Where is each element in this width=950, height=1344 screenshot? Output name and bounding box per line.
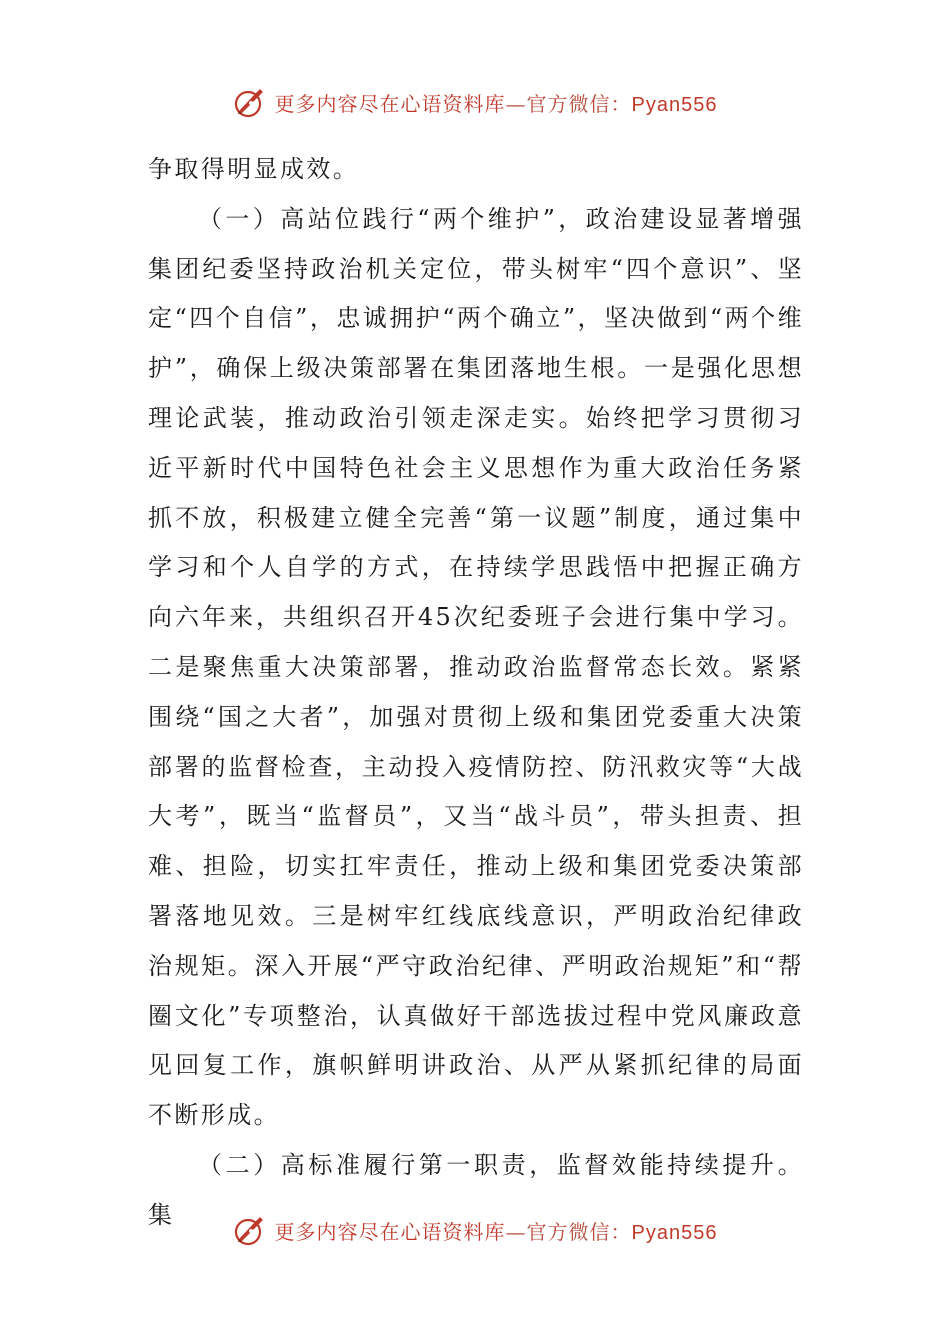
header-banner-title: 更多内容尽在心语资料库 [274,91,506,116]
footer-banner-wechat-id: Pyan556 [631,1221,718,1244]
paragraph-section-one: （一）高站位践行“两个维护”，政治建设显著增强集团纪委坚持政治机关定位，带头树牢“四个意识”、坚定“四个自信”，忠诚拥护“两个确立”，坚决做到“两个维护”，确保上级决策部署在集团落地生根。一是强化思想理论武装，推动政治引领走深走实。始终把学习贯彻习近平新时代中国特色社会主义思想作为重大政治任务紧抓不放，积极建立健全完善“第一议题”制度，通过集中学习和个人自学的方式，在持续学思践悟中把握正确方向六年来，共组织召开45次纪委班子会进行集中学习。二是聚焦重大决策部署，推动政治监督常态长效。紧紧围绕“国之大者”，加强对贯彻上级和集团党委重大决策部署的监督检查，主动投入疫情防控、防汛救灾等“大战大考”，既当“监督员”，又当“战斗员”，带头担责、担难、担险，切实扛牢责任，推动上级和集团党委决策部署落地见效。三是树牢红线底线意识，严明政治纪律政治规矩。深入开展“严守政治纪律、严明政治规矩”和“帮圈文化”专项整治，认真做好干部选拔过程中党风廉政意见回复工作，旗帜鲜明讲政治、从严从紧抓纪律的局面不断形成。 [148,204,804,1130]
footer-banner-separator: — [505,1219,527,1244]
footer-banner-title: 更多内容尽在心语资料库 [274,1219,506,1244]
document-body [148,145,804,1241]
footer-banner-text [275,1216,718,1245]
header-banner [0,82,950,122]
header-banner-wechat-id: Pyan556 [631,93,718,116]
pen-nib-logo-icon [233,1213,267,1247]
paragraph-section-two: （二）高标准履行第一职责，监督效能持续提升。集 [148,1150,804,1229]
footer-banner-wechat-label: 官方微信： [526,1219,632,1244]
footer-banner [0,1210,950,1250]
header-banner-text [275,88,718,117]
header-banner-wechat-label: 官方微信： [526,91,632,116]
paragraph-continued: 争取得明显成效。 [148,155,360,183]
pen-nib-logo-icon [233,85,267,119]
header-banner-separator: — [505,91,527,116]
